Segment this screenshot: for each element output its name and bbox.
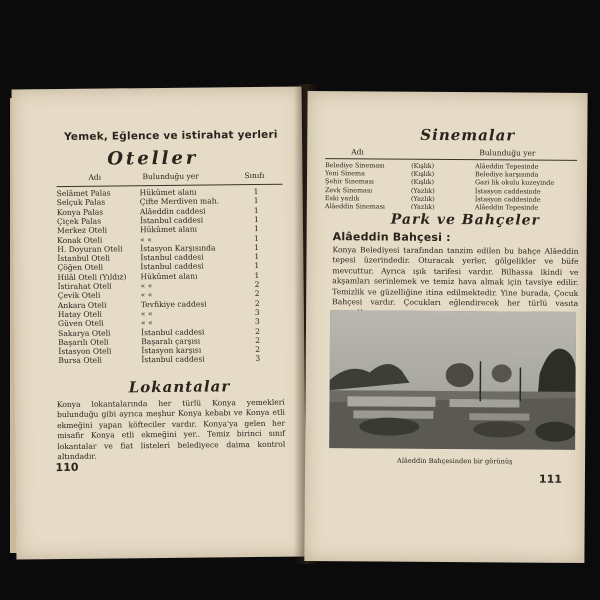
left-page bbox=[12, 86, 307, 559]
hotel-name: Güven Oteli bbox=[57, 318, 104, 329]
hotel-class: 1 bbox=[253, 205, 259, 215]
hotel-location: Hükûmet alanı bbox=[139, 187, 197, 198]
hotel-class: 2 bbox=[255, 326, 260, 336]
cinemas-title: Sinemalar bbox=[420, 125, 516, 145]
cinema-name: Eski yazlık bbox=[324, 193, 360, 203]
hotel-name: Konak Oteli bbox=[57, 235, 103, 245]
hotels-col-name: Adı bbox=[88, 172, 102, 182]
hotels-header-rule bbox=[57, 184, 283, 187]
restaurants-title: Lokantalar bbox=[128, 377, 231, 397]
cinemas-col-name: Adı bbox=[351, 147, 364, 157]
hotel-location: İstanbul caddesi bbox=[141, 327, 205, 337]
hotels-col-class: Sınıfı bbox=[244, 170, 265, 181]
cinema-location: Gazi lik okulu kuzeyinde bbox=[474, 178, 555, 188]
cinema-name: Belediye Sineması bbox=[325, 161, 385, 170]
hotel-class: 1 bbox=[253, 186, 259, 197]
cinemas-col-location: Bulunduğu yer bbox=[479, 148, 536, 158]
cinema-name: Zevk Sineması bbox=[324, 185, 373, 195]
hotel-location: Çifte Merdiven mah. bbox=[139, 196, 220, 207]
hotel-name: Selâmet Palas bbox=[56, 188, 111, 199]
cinema-season: (Yazlık) bbox=[410, 186, 435, 195]
hotel-location: « « bbox=[140, 290, 153, 300]
hotel-name: İstanbul Oteli bbox=[57, 253, 110, 264]
hotel-location: İstanbul caddesi bbox=[140, 252, 204, 263]
cinema-location: Alâeddin Tepesinde bbox=[475, 162, 539, 171]
hotel-class: 1 bbox=[254, 252, 260, 262]
hotel-name: Konya Palas bbox=[56, 207, 104, 217]
hotel-class: 1 bbox=[254, 233, 260, 243]
cinema-name: Yeni Sinema bbox=[325, 169, 365, 178]
restaurants-text: Konya lokantalarında her türlü Konya yemekleri bulunduğu gibi ayrıca meşhur Konya kebabı ve Konya etli ekmeğini yapan köfteciler vardır. Konya'ya gelen her misafir Konya etli ekmeğini yer.. Temiz birinci sınıf lokantalar ve fiat listeleri belediyece daima kontrol altındadır. bbox=[56, 397, 286, 462]
hotel-name: İstirahat Oteli bbox=[57, 281, 112, 292]
cinema-season: (Yazlık) bbox=[410, 194, 435, 203]
right-page bbox=[304, 91, 587, 563]
hotels-title: Oteller bbox=[107, 147, 199, 170]
parks-title: Park ve Bahçeler bbox=[390, 211, 541, 229]
page-number-left: 110 bbox=[55, 460, 79, 475]
cinema-location: İstasyon caddesinde bbox=[474, 194, 541, 204]
left-page-heading: Yemek, Eğlence ve istirahat yerleri bbox=[63, 128, 278, 143]
hotel-location: İstasyon Karşısında bbox=[140, 243, 216, 253]
hotel-class: 1 bbox=[253, 224, 259, 234]
hotel-class: 1 bbox=[253, 196, 259, 206]
hotel-name: Bursa Oteli bbox=[58, 355, 103, 366]
cinema-location: Alâeddin Tepesinde bbox=[474, 203, 539, 212]
cinema-season: (Kışlık) bbox=[411, 169, 435, 179]
hotel-name: Hatay Oteli bbox=[57, 309, 103, 319]
hotel-location: « « bbox=[140, 308, 153, 319]
hotel-location: « « bbox=[140, 318, 153, 328]
hotel-location: Hükûmet alanı bbox=[140, 271, 198, 281]
hotel-name: Çevik Oteli bbox=[57, 290, 101, 301]
cinema-season: (Yazlık) bbox=[410, 202, 435, 211]
hotel-location: « « bbox=[140, 234, 152, 244]
hotel-class: 1 bbox=[254, 270, 260, 280]
hotel-location: İstanbul caddesi bbox=[140, 261, 204, 272]
hotel-class: 2 bbox=[255, 335, 261, 345]
hotel-class: 2 bbox=[254, 289, 260, 299]
hotel-class: 1 bbox=[254, 242, 260, 252]
hotel-name: Hilâl Oteli (Yıldız) bbox=[57, 272, 127, 282]
hotel-location: İstasyon karşısı bbox=[141, 345, 202, 356]
cinema-season: (Kışlık) bbox=[410, 178, 435, 187]
hotel-name: Başarılı Oteli bbox=[58, 337, 109, 347]
hotels-table bbox=[12, 86, 302, 89]
cinema-location: İstasyon caddesinde bbox=[474, 186, 541, 196]
open-book bbox=[14, 88, 590, 558]
hotel-name: Merkez Oteli bbox=[56, 225, 108, 236]
hotel-name: Ankara Oteli bbox=[57, 300, 107, 310]
hotel-location: Alâeddin caddesi bbox=[139, 206, 206, 216]
hotel-class: 2 bbox=[255, 345, 261, 355]
hotel-class: 2 bbox=[254, 298, 260, 308]
hotel-name: Çiçek Palas bbox=[56, 216, 102, 226]
hotel-location: Tevfikiye caddesi bbox=[140, 299, 207, 309]
hotel-name: H. Doyuran Oteli bbox=[57, 244, 123, 254]
cinema-location: Belediye karşısında bbox=[475, 170, 539, 179]
hotel-name: Selçuk Palas bbox=[56, 197, 106, 208]
cinema-name: Şehir Sineması bbox=[324, 177, 374, 186]
hotel-class: 3 bbox=[254, 317, 260, 327]
hotel-class: 1 bbox=[254, 261, 260, 271]
page-number-right: 111 bbox=[538, 472, 562, 486]
hotel-class: 2 bbox=[254, 279, 260, 289]
hotel-class: 3 bbox=[255, 354, 261, 364]
hotel-location: Hükûmet alanı bbox=[139, 224, 198, 235]
cinema-season: (Kışlık) bbox=[411, 161, 435, 170]
garden-photo-image bbox=[329, 310, 576, 450]
hotel-location: İstanbul caddesi bbox=[141, 354, 205, 365]
hotel-name: Sakarya Oteli bbox=[58, 328, 111, 338]
cinema-name: Alâeddin Sineması bbox=[324, 202, 386, 211]
hotel-name: Çöğen Oteli bbox=[57, 262, 104, 273]
hotel-class: 1 bbox=[253, 214, 259, 224]
hotel-class: 3 bbox=[254, 307, 260, 317]
photo-caption: Alâeddin Bahçesinden bir görünüş bbox=[397, 456, 513, 466]
hotel-location: « « bbox=[140, 281, 153, 291]
garden-title: Alâeddin Bahçesi : bbox=[332, 230, 451, 245]
cinemas-table bbox=[308, 91, 588, 93]
garden-photo bbox=[329, 310, 576, 450]
hotel-location: İstanbul caddesi bbox=[139, 215, 204, 226]
hotel-location: Başaralı çarşısı bbox=[141, 336, 201, 346]
hotels-col-location: Bulunduğu yer bbox=[142, 171, 199, 182]
hotel-name: İstasyon Oteli bbox=[58, 346, 112, 357]
garden-text: Konya Belediyesi tarafından tanzim edilen bu bahçe Alâeddin tepesi üzerindedir. Oturacak yerler, gölgelikler ve büfe mevcuttur. Ayrıca ışık tarifesi vardır. Bilhassa ikindi ve akşamları serinlemek ve temiz hava almak için tavsiye edilir. Temizlik ve güzelliğine itina edilmektedir. Yine burada, Çocuk Bahçesi vardır. Çocukları eğlendirecek her türlü vasıta bbox=[332, 245, 579, 308]
